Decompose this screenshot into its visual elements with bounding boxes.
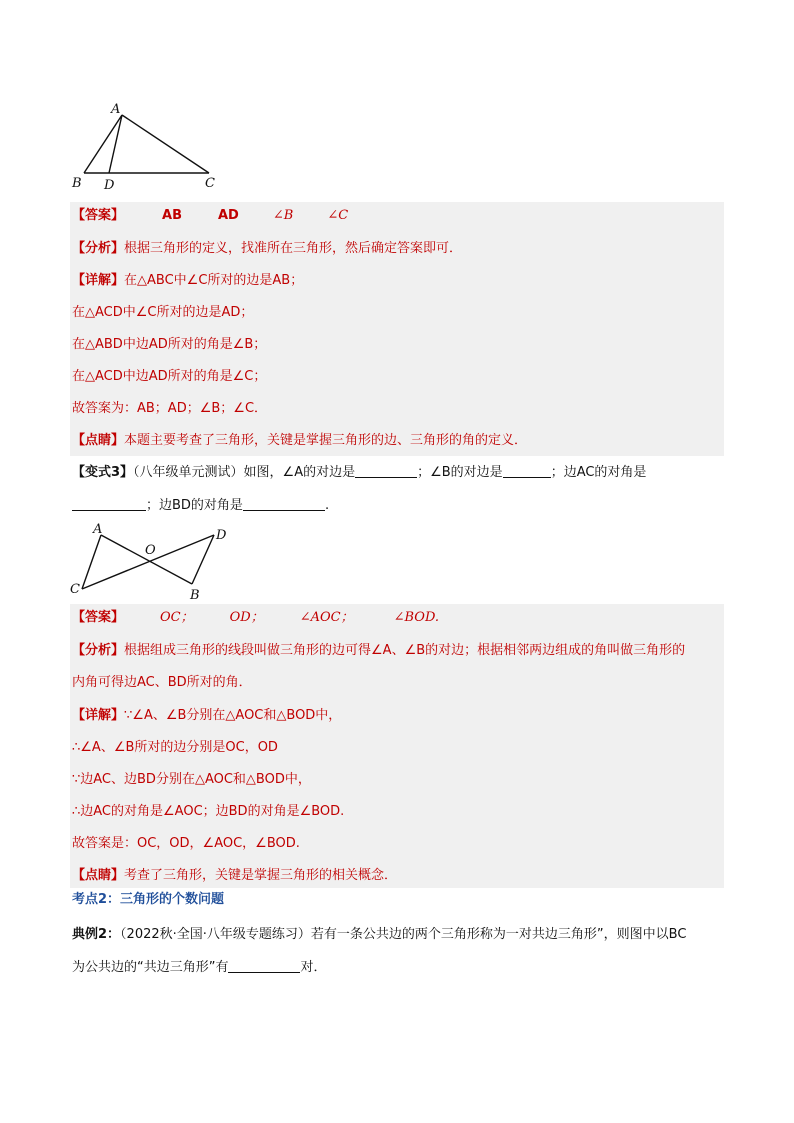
answer-value: OC；	[160, 610, 194, 625]
detail-tag: 【详解】	[72, 273, 125, 288]
example2-tag: 典例2：	[72, 927, 121, 942]
variant3-text: ；∠B的对边是	[417, 465, 503, 480]
detail-line-5: 故答案为：AB；AD；∠B；∠C．	[72, 401, 268, 416]
detail-line-1	[72, 270, 303, 292]
label-c: C	[70, 582, 80, 597]
detail-line-2: 在△ACD中∠C所对的边是AD；	[72, 305, 254, 320]
answer-blank[interactable]	[503, 463, 551, 478]
example2-text: 对．	[300, 960, 327, 975]
segment-ac	[82, 535, 101, 589]
comment-tag: 【点睛】	[72, 433, 125, 448]
label-d: D	[216, 528, 227, 543]
answer-value: AB	[162, 208, 182, 223]
detail-line-2c: ∵边AC、边BD分别在△AOC和△BOD中，	[72, 772, 311, 787]
analysis-text: 根据三角形的定义，找准所在三角形，然后确定答案即可．	[124, 241, 463, 256]
segment-ab	[84, 115, 122, 173]
analysis-line-2a	[72, 640, 685, 662]
answer-line-2	[72, 607, 439, 629]
answer-value: AD	[218, 208, 239, 223]
label-d: D	[104, 178, 115, 192]
label-a: A	[93, 522, 103, 537]
variant3-question-line-1	[72, 462, 646, 484]
label-b: B	[72, 176, 82, 191]
answer-blank[interactable]	[72, 496, 146, 511]
variant3-question-line-2	[72, 495, 329, 517]
detail-line-2b: ∴∠A、∠B所对的边分别是OC，OD	[72, 740, 278, 755]
label-c: C	[205, 176, 215, 191]
detail-text: ∵∠A、∠B分别在△AOC和△BOD中，	[124, 708, 342, 723]
answer-value: ∠C	[327, 208, 349, 223]
section-heading: 考点2：三角形的个数问题	[72, 892, 225, 907]
detail-text: 在△ABC中∠C所对的边是AB；	[124, 273, 304, 288]
answer-blank[interactable]	[243, 496, 325, 511]
detail-line-2a	[72, 705, 341, 727]
segment-ac	[122, 115, 209, 173]
answer-line-1	[72, 205, 348, 227]
analysis-tag: 【分析】	[72, 241, 125, 256]
comment-text: 本题主要考查了三角形，关键是掌握三角形的边、三角形的角的定义．	[124, 433, 528, 448]
analysis-line-1	[72, 238, 462, 260]
answer-value: OD；	[229, 610, 264, 625]
detail-line-4: 在△ACD中边AD所对的角是∠C；	[72, 369, 267, 384]
variant3-text: （八年级单元测试）如图，∠A的对边是	[133, 465, 356, 480]
variant3-text: ；边BD的对角是	[146, 498, 243, 513]
comment-line-1	[72, 430, 527, 452]
analysis-tag: 【分析】	[72, 643, 125, 658]
example2-line-2	[72, 957, 327, 979]
answer-blank[interactable]	[228, 958, 300, 973]
variant3-tag: 【变式3】	[72, 465, 134, 480]
answer-value: ∠BOD.	[393, 610, 440, 625]
answer-tag: 【答案】	[72, 208, 125, 223]
comment-tag: 【点睛】	[72, 868, 125, 883]
triangle-abc-figure	[66, 100, 226, 192]
example2-text: 为公共边的“共边三角形”有	[72, 960, 229, 975]
label-o: O	[145, 543, 156, 558]
variant3-text: ；边AC的对角是	[550, 465, 647, 480]
analysis-text: 根据组成三角形的线段叫做三角形的边可得∠A、∠B的对边；根据相邻两边组成的角叫做三角形的	[124, 643, 686, 658]
example2-line-1	[72, 924, 686, 946]
comment-text: 考查了三角形，关键是掌握三角形的相关概念．	[124, 868, 398, 883]
detail-tag: 【详解】	[72, 708, 125, 723]
label-b: B	[190, 588, 200, 602]
answer-tag: 【答案】	[72, 610, 125, 625]
label-a: A	[111, 102, 121, 117]
bowtie-figure	[64, 518, 244, 602]
example2-text: （2022秋·全国·八年级专题练习）若有一条公共边的两个三角形称为一对共边三角形”，则图中以BC	[120, 927, 687, 942]
answer-value: ∠AOC；	[299, 610, 354, 625]
comment-line-2	[72, 865, 397, 887]
analysis-line-2b: 内角可得边AC、BD所对的角．	[72, 675, 252, 690]
answer-blank[interactable]	[355, 463, 417, 478]
detail-line-2e: 故答案是：OC，OD，∠AOC，∠BOD.	[72, 836, 300, 851]
detail-line-3: 在△ABD中边AD所对的角是∠B；	[72, 337, 267, 352]
variant3-text: .	[324, 498, 330, 513]
answer-value: ∠B	[272, 208, 294, 223]
detail-line-2d: ∴边AC的对角是∠AOC；边BD的对角是∠BOD.	[72, 804, 345, 819]
